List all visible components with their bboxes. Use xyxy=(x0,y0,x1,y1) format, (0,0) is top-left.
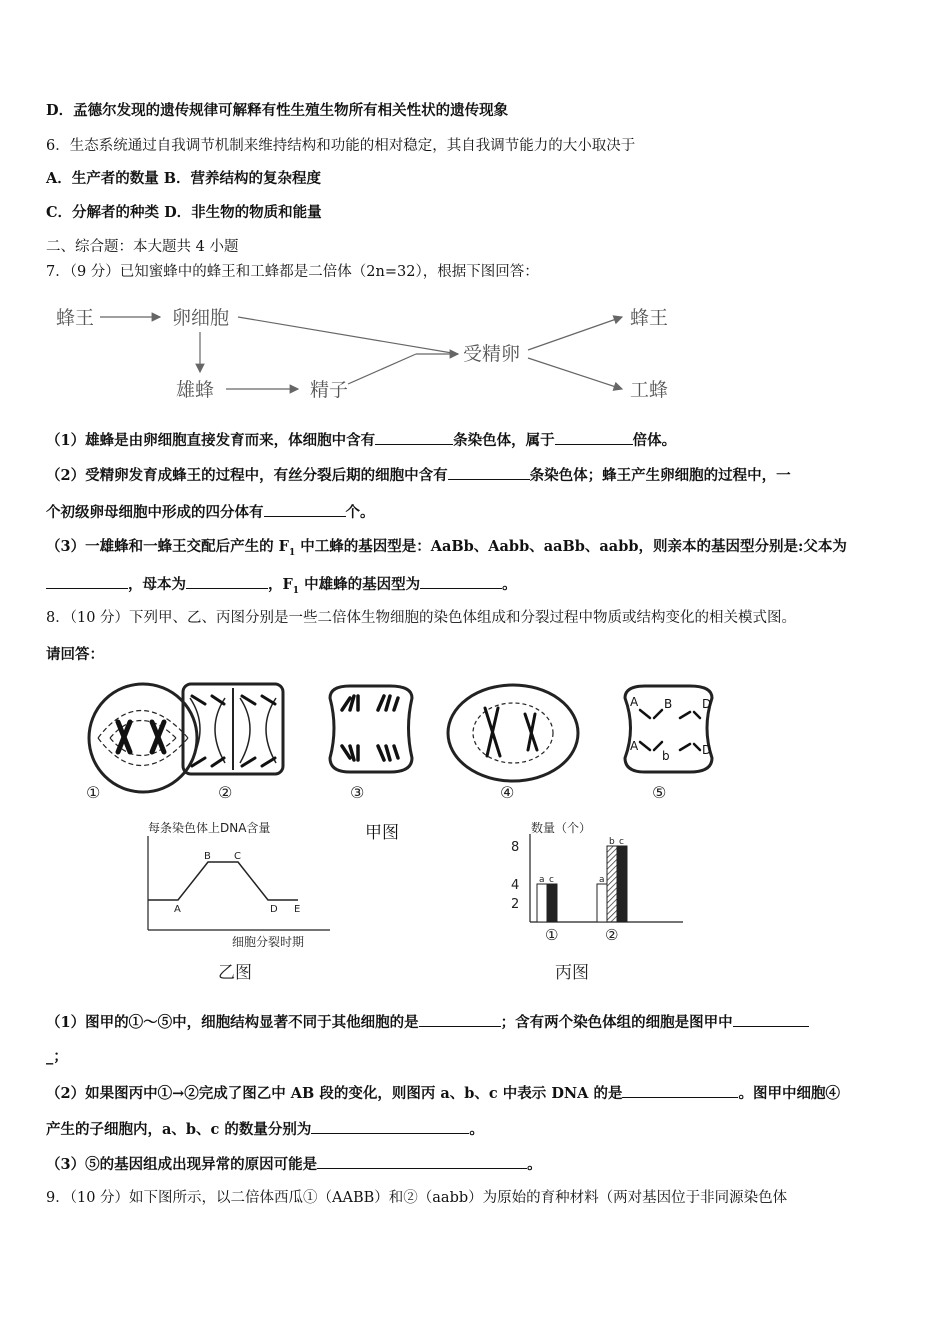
chart-bing-bar xyxy=(617,846,627,922)
answer-blank[interactable] xyxy=(733,1012,809,1027)
egg-cell-label: 卵细胞 xyxy=(172,307,230,329)
answer-blank[interactable] xyxy=(419,1012,501,1027)
q8-part-3: （3）⑤的基因组成出现异常的原因可能是 。 xyxy=(46,1156,542,1173)
out-queen-label: 蜂王 xyxy=(630,307,669,329)
zygote-label: 受精卵 xyxy=(463,343,521,365)
chart-bing-category: ② xyxy=(605,926,619,944)
chart-bing-bar-label: a xyxy=(539,875,545,885)
chart-yi-series-line xyxy=(148,862,298,900)
cell-label: ④ xyxy=(500,783,515,802)
cell-5 xyxy=(625,686,712,772)
cell-label: ③ xyxy=(350,783,365,802)
fig-jia-title: 甲图 xyxy=(365,823,399,843)
answer-blank[interactable] xyxy=(311,1119,469,1134)
q7-part-2: （2）受精卵发育成蜂王的过程中，有丝分裂后期的细胞中含有 条染色体；蜂王产生卵细胞的过程中，一 xyxy=(46,467,791,484)
q8-part-2: （2）如果图丙中①→②完成了图乙中 AB 段的变化，则图丙 a、b、c 中表示 DNA 的是 。图甲中细胞④ xyxy=(46,1085,840,1102)
chart-yi-point-label: B xyxy=(204,851,211,862)
bee-queen-label: 蜂王 xyxy=(56,307,95,329)
answer-blank[interactable] xyxy=(186,574,268,589)
chart-bing-bar-label: a xyxy=(599,875,605,885)
question-9: 9．（10 分）如下图所示，以二倍体西瓜①（AABB）和②（aabb）为原始的育种材料（两对基因位于非同源染色体 xyxy=(46,1190,788,1206)
cell-1 xyxy=(89,684,197,792)
sperm-label: 精子 xyxy=(310,379,349,401)
cell-label: ② xyxy=(218,783,233,802)
chart-bing-bar-label: c xyxy=(619,837,624,847)
q8-please-answer: 请回答： xyxy=(46,646,104,663)
gene-label: A xyxy=(630,695,639,709)
answer-blank[interactable] xyxy=(555,430,633,445)
gene-label: A xyxy=(630,739,639,753)
q8-part-1-cont: _； xyxy=(46,1048,68,1065)
chart-yi-xlabel: 细胞分裂时期 xyxy=(232,935,305,949)
chart-bing-y-tick: 4 xyxy=(511,878,520,893)
arrow-zygote-worker xyxy=(528,358,622,389)
cell-label: ⑤ xyxy=(652,783,667,802)
question-6: 6．生态系统通过自我调节机制来维持结构和功能的相对稳定，其自我调节能力的大小取决于 xyxy=(46,138,636,154)
chart-bing-y-tick: 2 xyxy=(511,897,520,912)
chart-yi-point-label: A xyxy=(174,904,181,915)
gene-label: D xyxy=(702,743,712,757)
answer-blank[interactable] xyxy=(622,1083,738,1098)
gene-label: b xyxy=(662,749,670,763)
chart-bing-bar-label: b xyxy=(609,837,615,847)
question-7: 7．（9 分）已知蜜蜂中的蜂王和工蜂都是二倍体（2n=32），根据下图回答： xyxy=(46,264,539,280)
arrow-zygote-queen xyxy=(528,317,622,350)
answer-blank[interactable] xyxy=(317,1154,527,1169)
q8-part-1: （1）图甲的①～⑤中，细胞结构显著不同于其他细胞的是 ；含有两个染色体组的细胞是图甲中 xyxy=(46,1012,809,1033)
answer-blank[interactable] xyxy=(46,574,128,589)
chart-bing-bar xyxy=(537,884,547,922)
answer-blank[interactable] xyxy=(264,502,346,517)
answer-blank[interactable] xyxy=(420,574,502,589)
chart-yi-point-label: D xyxy=(270,904,278,915)
chart-bing-ylabel: 数量（个） xyxy=(531,821,592,835)
chart-yi-point-label: E xyxy=(294,904,301,915)
q5-option-d: D．孟德尔发现的遗传规律可解释有性生殖生物所有相关性状的遗传现象 xyxy=(46,102,509,119)
cell-division-figures xyxy=(40,678,730,838)
worker-label: 工蜂 xyxy=(630,379,669,401)
chart-yi xyxy=(140,818,340,988)
question-8: 8．（10 分）下列甲、乙、丙图分别是一些二倍体生物细胞的染色体组成和分裂过程中物质或结构变化的相关模式图。 xyxy=(46,610,797,626)
bee-reproduction-diagram xyxy=(48,292,688,410)
chart-yi-ylabel: 每条染色体上DNA含量 xyxy=(148,821,271,835)
cell-label: ① xyxy=(86,783,101,802)
q6-options-ab: A．生产者的数量 B．营养结构的复杂程度 xyxy=(46,170,322,187)
gene-label: D xyxy=(702,697,712,711)
chart-bing-bar xyxy=(547,884,557,922)
q8-part-2-cont: 产生的子细胞内，a、b、c 的数量分别为 。 xyxy=(46,1121,484,1138)
cell-2 xyxy=(183,684,283,774)
chart-yi-title: 乙图 xyxy=(218,963,252,983)
drone-label: 雄蜂 xyxy=(176,379,215,401)
q7-part-3-cont: ，母本为 ，$F_1$ 中雄蜂的基因型为 。 xyxy=(46,574,517,601)
q7-part-2-cont: 个初级卵母细胞中形成的四分体有 个。 xyxy=(46,504,375,521)
cell-4 xyxy=(448,685,578,781)
chart-bing-bar-label: c xyxy=(549,875,554,885)
answer-blank[interactable] xyxy=(375,430,453,445)
answer-blank[interactable] xyxy=(448,465,530,480)
line-egg-zygote xyxy=(238,317,458,354)
chart-bing-category: ① xyxy=(545,926,559,944)
line-sperm-zygote xyxy=(348,354,416,384)
chart-bing xyxy=(505,818,695,988)
chart-bing-bar xyxy=(607,846,617,922)
q7-part-1: （1）雄蜂是由卵细胞直接发育而来，体细胞中含有 条染色体，属于 倍体。 xyxy=(46,432,677,449)
q7-part-3: （3）一雄蜂和一蜂王交配后产生的 $F_1$ 中工蜂的基因型是：AaBb、Aabb、aaBb、aabb，则亲本的基因型分别是:父本为 xyxy=(46,538,847,558)
section-heading: 二、综合题：本大题共 4 小题 xyxy=(46,239,239,255)
chart-yi-point-label: C xyxy=(234,851,241,862)
q6-options-cd: C．分解者的种类 D．非生物的物质和能量 xyxy=(46,204,322,221)
cell-3 xyxy=(330,686,412,772)
chart-bing-bar xyxy=(597,884,607,922)
chart-bing-y-tick: 8 xyxy=(511,840,520,855)
chart-bing-title: 丙图 xyxy=(555,963,589,983)
gene-label: B xyxy=(664,697,673,711)
